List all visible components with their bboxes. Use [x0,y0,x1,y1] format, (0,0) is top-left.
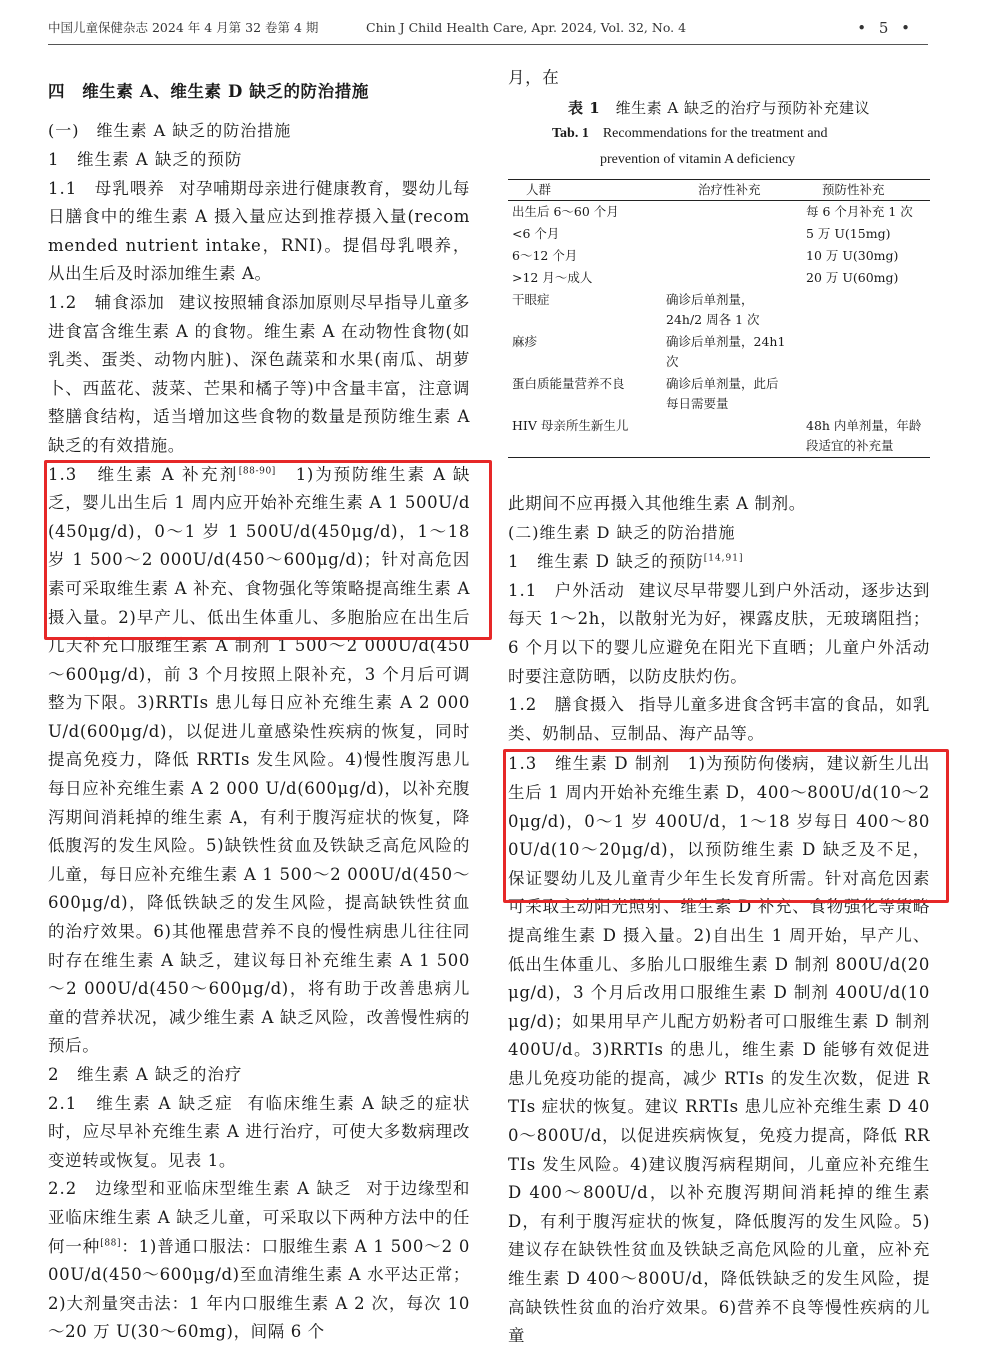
table-cell: 麻疹 [512,333,538,349]
paragraph-text: 1)为预防维生素 A 缺乏，婴儿出生后 1 周内应开始补充维生素 A 1 500U/d(450μg/d)，0～1 岁 1 500U/d(450μg/d)，1～18 岁 1 500～2 000U/d(450～600μg/d)；针对高危因素可采取维生素 A 补充、食物强化等策略提高维生素 A 摄入量。2)早产儿、低出生体重儿、多胞胎应在出生后几天补充口服维生素 A 制剂 1 500～2 000U/d(450～600μg/d)，前 3 个月按照上限补充，3 个月后可调整为下限。3)RRTIs 患儿每日应补充维生素 A 2 000U/d(600μg/d)，以促进儿童感染性疾病的恢复，同时提高免疫力，降低 RRTIs 发生风险。4)慢性腹泻患儿每日应补充维生素 A 2 000 U/d(600μg/d)，以补充腹泻期间消耗掉的维生素 A，有利于腹泻症状的恢复，降低腹泻的发生风险。5)缺铁性贫血及铁缺乏高危风险的儿童，每日应补充维生素 A 1 500～2 000U/d(450～600μg/d)，降低铁缺乏的发生风险，提高缺铁性贫血的治疗效果。6)其他罹患营养不良的慢性病患儿往往同时存在维生素 A 缺乏，建议每日补充维生素 A 1 500～2 000U/d(450～600μg/d)，将有助于改善患病儿童的营养状况，减少维生素 A 缺乏风险，改善慢性病的预后。 [48,464,470,1056]
table-cell [662,223,792,245]
table-title-en-line2: prevention of vitamin A deficiency [600,151,796,167]
paragraph-tag: 1.1 户外活动 [508,580,625,600]
table-cell [662,245,792,267]
heading-vitamin-a-treatment: 2 维生素 A 缺乏的治疗 [48,1065,243,1084]
table-cell [792,331,930,373]
table-cell [662,200,792,223]
table-cell: 出生后 6～60 个月 [512,203,619,219]
recommendation-table [508,179,930,458]
reference-marker: [88] [100,1238,122,1249]
subsection-vitamin-d: (二)维生素 D 缺乏的防治措施 [508,523,736,543]
journal-title-cn: 中国儿童保健杂志 2024 年 4 月第 32 卷第 4 期 [48,20,319,35]
table-cell: 确诊后单剂量，24h1 次 [666,333,786,369]
paragraph-tag: 1.3 维生素 D 制剂 [508,754,671,774]
paragraph-vitamin-d-supplement [508,750,930,1350]
running-header [48,14,928,45]
table-cell: HIV 母亲所生新生儿 [512,417,629,433]
continued-text-after-table: 此期间不应再摄入其他维生素 A 制剂。 [508,493,806,513]
table-cell [792,289,930,331]
table-cell: 48h 内单剂量，年龄段适宜的补充量 [806,417,922,453]
paragraph-text: 对孕哺期母亲进行健康教育，婴幼儿每日膳食中的维生素 A 摄入量应达到推荐摄入量(recommended nutrient intake，RNI)。提倡母乳喂养，从出生后及时添加维生素 A。 [48,178,470,284]
table-row [508,373,930,415]
right-column [508,66,930,1351]
table-header-cell: 预防性补充 [792,179,930,200]
table-cell: 干眼症 [512,291,550,307]
table-caption-cn [508,95,930,121]
table-title-cn: 维生素 A 缺乏的治疗与预防补充建议 [615,98,871,117]
page-number: • 5 • [857,19,914,37]
table-cell [792,373,930,415]
table-cell [662,415,792,458]
table-row [508,223,930,245]
paragraph-tag: 1.2 膳食摄入 [508,695,625,715]
table-row [508,267,930,289]
paragraph-breastfeeding [48,175,470,289]
paragraph-outdoor-activity [508,577,930,691]
table-header-cell: 治疗性补充 [662,179,792,200]
table-1 [508,95,930,458]
paragraph-tag: 2.2 边缘型和亚临床型维生素 A 缺乏 [48,1179,353,1199]
table-row [508,200,930,223]
table-cell: 每 6 个月补充 1 次 [806,203,913,219]
paragraph-text: 1)为预防佝偻病，建议新生儿出生后 1 周内开始补充维生素 D，400～800U/d(10～20μg/d)，0～1 岁 400U/d，1～18 岁每日 400～800U/d(10～20μg/d)，以预防维生素 D 缺乏及不足，保证婴幼儿及儿童青少年生长发育所需。针对高危因素可采取主动阳光照射、维生素 D 补充、食物强化等策略提高维生素 D 摄入量。2)自出生 1 周开始，早产儿、低出生体重儿、多胎儿口服维生素 D 制剂 800U/d(20μg/d)，3 个月后改用口服维生素 D 制剂 400U/d(10μg/d)；如果用早产儿配方奶粉者可口服维生素 D 制剂 400U/d。3)RRTIs 的患儿，维生素 D 能够有效促进患儿免疫功能的提高，减少 RTIs 的发生次数，促进 RTIs 症状的恢复。建议 RRTIs 患儿应补充维生素 D 400～800U/d，以促进疾病恢复，免疫力提高，降低 RRTIs 发生风险。4)建议腹泻病程期间，儿童应补充维生 D 400～800U/d，以补充腹泻期间消耗掉的维生素 D，有利于腹泻症状的恢复，降低腹泻的发生风险。5)建议存在缺铁性贫血及铁缺乏高危风险的儿童，应补充维生素 D 400～800U/d，降低铁缺乏的发生风险，提高缺铁性贫血的治疗效果。6)营养不良等慢性疾病的儿童 [508,754,930,1346]
paragraph-text: 建议按照辅食添加原则尽早指导儿童多进食富含维生素 A 的食物。维生素 A 在动物性食物(如乳类、蛋类、动物内脏)、深色蔬菜和水果(南瓜、胡萝卜、西蓝花、菠菜、芒果和橘子等)中含量丰富，注意调整膳食结构，适当增加这些食物的数量是预防维生素 A 缺乏的有效措施。 [48,292,470,455]
heading-vitamin-a-prevention: 1 维生素 A 缺乏的预防 [48,150,243,169]
table-cell: 20 万 U(60mg) [806,269,899,285]
continued-text-top: 月，在 [508,68,560,87]
table-cell: 10 万 U(30mg) [806,247,899,263]
table-row [508,415,930,458]
table-cell: <6 个月 [512,225,560,241]
table-row [508,289,930,331]
table-cell: 确诊后单剂量，此后每日需要量 [666,375,779,411]
paragraph-tag: 1.2 辅食添加 [48,292,165,312]
section-title: 四 维生素 A、维生素 D 缺乏的防治措施 [48,82,369,101]
paragraph-text-cont: ：1)普通口服法：口服维生素 A 1 500～2 000U/d(450～600μg/d)至血清维生素 A 水平达正常；2)大剂量突击法：1 年内口服维生素 A 2 次，每次 10～20 万 U(30～60mg)，间隔 6 个 [48,1236,470,1342]
table-header-cell: 人群 [508,179,662,200]
heading-vitamin-d-prevention [508,548,930,577]
paragraph-dietary-intake [508,691,930,748]
reference-marker: [14,91] [703,553,744,564]
paragraph-text: 对于边缘型和亚临床维生素 A 缺乏儿童，可采取以下两种方法中的任何一种 [48,1179,470,1256]
paragraph-text: 建议尽早带婴儿到户外活动，逐步达到每天 1～2h，以散射光为好，裸露皮肤，无玻璃阻挡；6 个月以下的婴儿应避免在阳光下直晒；儿童户外活动时要注意防晒，以防皮肤灼伤。 [508,580,930,686]
table-cell [662,267,792,289]
paragraph-vitamin-a-supplement [48,461,470,1061]
table-header-row [508,179,930,200]
reference-marker: [88-90] [238,466,276,477]
table-row [508,245,930,267]
heading-text: 1 维生素 D 缺乏的预防 [508,552,704,572]
paragraph-vad-symptoms [48,1090,470,1176]
journal-title-en: Chin J Child Health Care, Apr. 2024, Vol. 32, No. 4 [366,20,687,35]
paragraph-text: 指导儿童多进食含钙丰富的食品，如乳类、奶制品、豆制品、海产品等。 [508,695,930,743]
paragraph-tag: 2.1 维生素 A 缺乏症 [48,1093,234,1113]
table-row [508,331,930,373]
table-cell: 5 万 U(15mg) [806,225,891,241]
table-cell: 蛋白质能量营养不良 [512,375,625,391]
table-cell: >12 月～成人 [512,269,593,285]
table-label-en: Tab. 1 [552,125,589,141]
paragraph-subclinical-vad [48,1175,470,1347]
paragraph-tag: 1.3 维生素 A 补充剂 [48,464,239,484]
paragraph-complementary-food [48,289,470,461]
table-title-en-line1: Recommendations for the treatment and [602,125,828,141]
left-column [48,66,470,1347]
paragraph-tag: 1.1 母乳喂养 [48,178,165,198]
table-cell: 确诊后单剂量，24h/2 周各 1 次 [666,291,760,327]
table-caption-en [508,121,930,173]
subsection-vitamin-a: (一) 维生素 A 缺乏的防治措施 [48,121,292,140]
table-label-cn: 表 1 [567,98,601,117]
paragraph-text: 有临床维生素 A 缺乏的症状时，应尽早补充维生素 A 进行治疗，可使大多数病理改变逆转或恢复。见表 1。 [48,1093,470,1170]
table-cell: 6～12 个月 [512,247,578,263]
